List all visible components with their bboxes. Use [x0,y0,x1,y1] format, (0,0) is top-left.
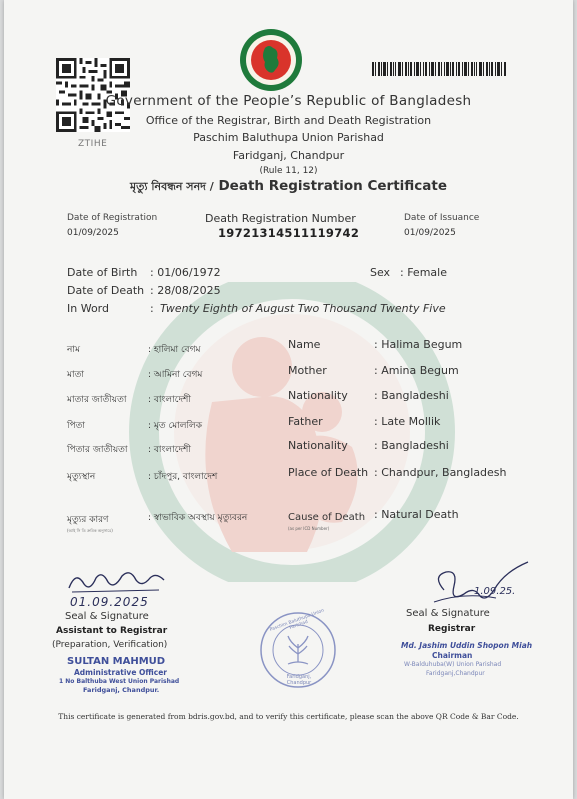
bn-father-nationality-value: : বাংলাদেশী [148,445,191,455]
bn-place-of-death-value: : চাঁদপুর, বাংলাদেশ [148,472,218,482]
location-heading: Faridganj, Chandpur [232,149,345,162]
bn-mother-value: : আমিনা বেগম [148,370,203,380]
mother-label: Mother [288,364,327,377]
bn-name-value: : হালিমা বেগম [148,345,201,355]
father-nationality-value: : Bangladeshi [374,439,449,452]
place-of-death-label: Place of Death [288,466,369,479]
assistant-handwritten-date: 01.09.2025 [70,595,149,609]
bn-father-label: পিতা [67,421,86,431]
sex-value: : Female [400,266,447,279]
assistant-stamp-line4: Faridganj, Chandpur. [83,686,160,694]
father-label: Father [288,415,323,428]
in-word-label: In Word [67,302,109,315]
registrar-seal-label: Seal & Signature [406,608,490,619]
mother-nationality-label: Nationality [288,389,348,402]
assistant-subtitle: (Preparation, Verification) [52,640,168,650]
mother-value: : Amina Begum [374,364,459,377]
bn-cause-value: : স্বাভাবিক অবস্থায় মৃত্যুবরন [148,513,248,523]
seal-ring-bottom: Faridganj, Chandpur [286,674,312,686]
cause-value: : Natural Death [374,508,459,521]
registration-number-label: Death Registration Number [205,212,356,225]
registrar-stamp-title: Chairman [432,651,473,660]
date-of-registration-value: 01/09/2025 [67,228,119,238]
assistant-stamp-name: SULTAN MAHMUD [67,656,166,667]
bn-cause-sub: (আই সি ডি ক্রমিক অনুসারে) [67,528,113,533]
date-of-death-label: Date of Death [67,284,145,297]
registration-number: 19721314511119742 [218,226,360,240]
bangladesh-government-emblem-icon [239,28,303,92]
rule-text: (Rule 11, 12) [259,166,318,176]
date-of-registration-label: Date of Registration [67,213,158,223]
assistant-stamp-line3: 1 No Balthuba West Union Parishad [59,678,180,685]
certificate-page [4,0,573,799]
registrar-stamp-line4: Faridganj,Chandpur [426,670,485,677]
assistant-seal-label: Seal & Signature [65,611,149,622]
date-of-issuance-value: 01/09/2025 [404,228,456,238]
union-heading: Paschim Baluthupa Union Parishad [193,131,384,144]
assistant-title: Assistant to Registrar [56,626,168,636]
bn-father-nationality-label: পিতার জাতীয়তা [67,445,128,455]
verification-footer: This certificate is generated from bdris.gov.bd, and to verify this certificate, please scan the above QR Code & Bar Code. [58,712,519,721]
certificate-title [4,178,573,197]
certificate-title-bn: মৃত্যু নিবন্ধন সনদ / [129,180,214,193]
date-of-birth-value: : 01/06/1972 [150,266,221,279]
seal-ring-top: Paschim Baluthupa Union Parishad [269,608,326,633]
bn-cause-label: মৃত্যুর কারণ [67,515,109,525]
in-word-colon: : [150,302,154,315]
father-nationality-label: Nationality [288,439,348,452]
date-of-death-value: : 28/08/2025 [150,284,221,297]
barcode-icon[interactable] [372,62,506,76]
certificate-title-en: Death Registration Certificate [218,178,447,194]
in-word-value: Twenty Eighth of August Two Thousand Twenty Five [160,302,446,315]
qr-caption: ZTIHE [78,139,108,149]
bn-father-value: : মৃত মোললিক [148,421,203,431]
registrar-title: Registrar [428,624,476,634]
date-of-birth-label: Date of Birth [67,266,138,279]
government-heading: Government of the People’s Republic of Bangladesh [105,93,472,109]
bn-mother-label: মাতা [67,370,84,380]
cause-label: Cause of Death [288,512,366,523]
registrar-handwritten-date: 1.09.25. [474,586,516,597]
cause-sub: (as per ICD Number) [288,526,330,531]
father-value: : Late Mollik [374,415,441,428]
place-of-death-value: : Chandpur, Bangladesh [374,466,507,479]
bn-mother-nationality-value: : বাংলাদেশী [148,395,191,405]
bn-name-label: নাম [67,345,80,355]
bn-place-of-death-label: মৃত্যুস্থান [67,472,96,482]
sex-label: Sex [370,266,391,279]
mother-nationality-value: : Bangladeshi [374,389,449,402]
name-value: : Halima Begum [374,338,463,351]
assistant-stamp-title: Administrative Officer [74,668,167,677]
bn-mother-nationality-label: মাতার জাতীয়তা [67,395,127,405]
name-label: Name [288,338,321,351]
office-heading: Office of the Registrar, Birth and Death Registration [145,114,432,127]
registrar-stamp-name: Md. Jashim Uddin Shopon Miah [401,641,533,650]
date-of-issuance-label: Date of Issuance [404,213,480,223]
registrar-stamp-line3: W-Balduhuba(W) Union Parishad [404,661,502,668]
